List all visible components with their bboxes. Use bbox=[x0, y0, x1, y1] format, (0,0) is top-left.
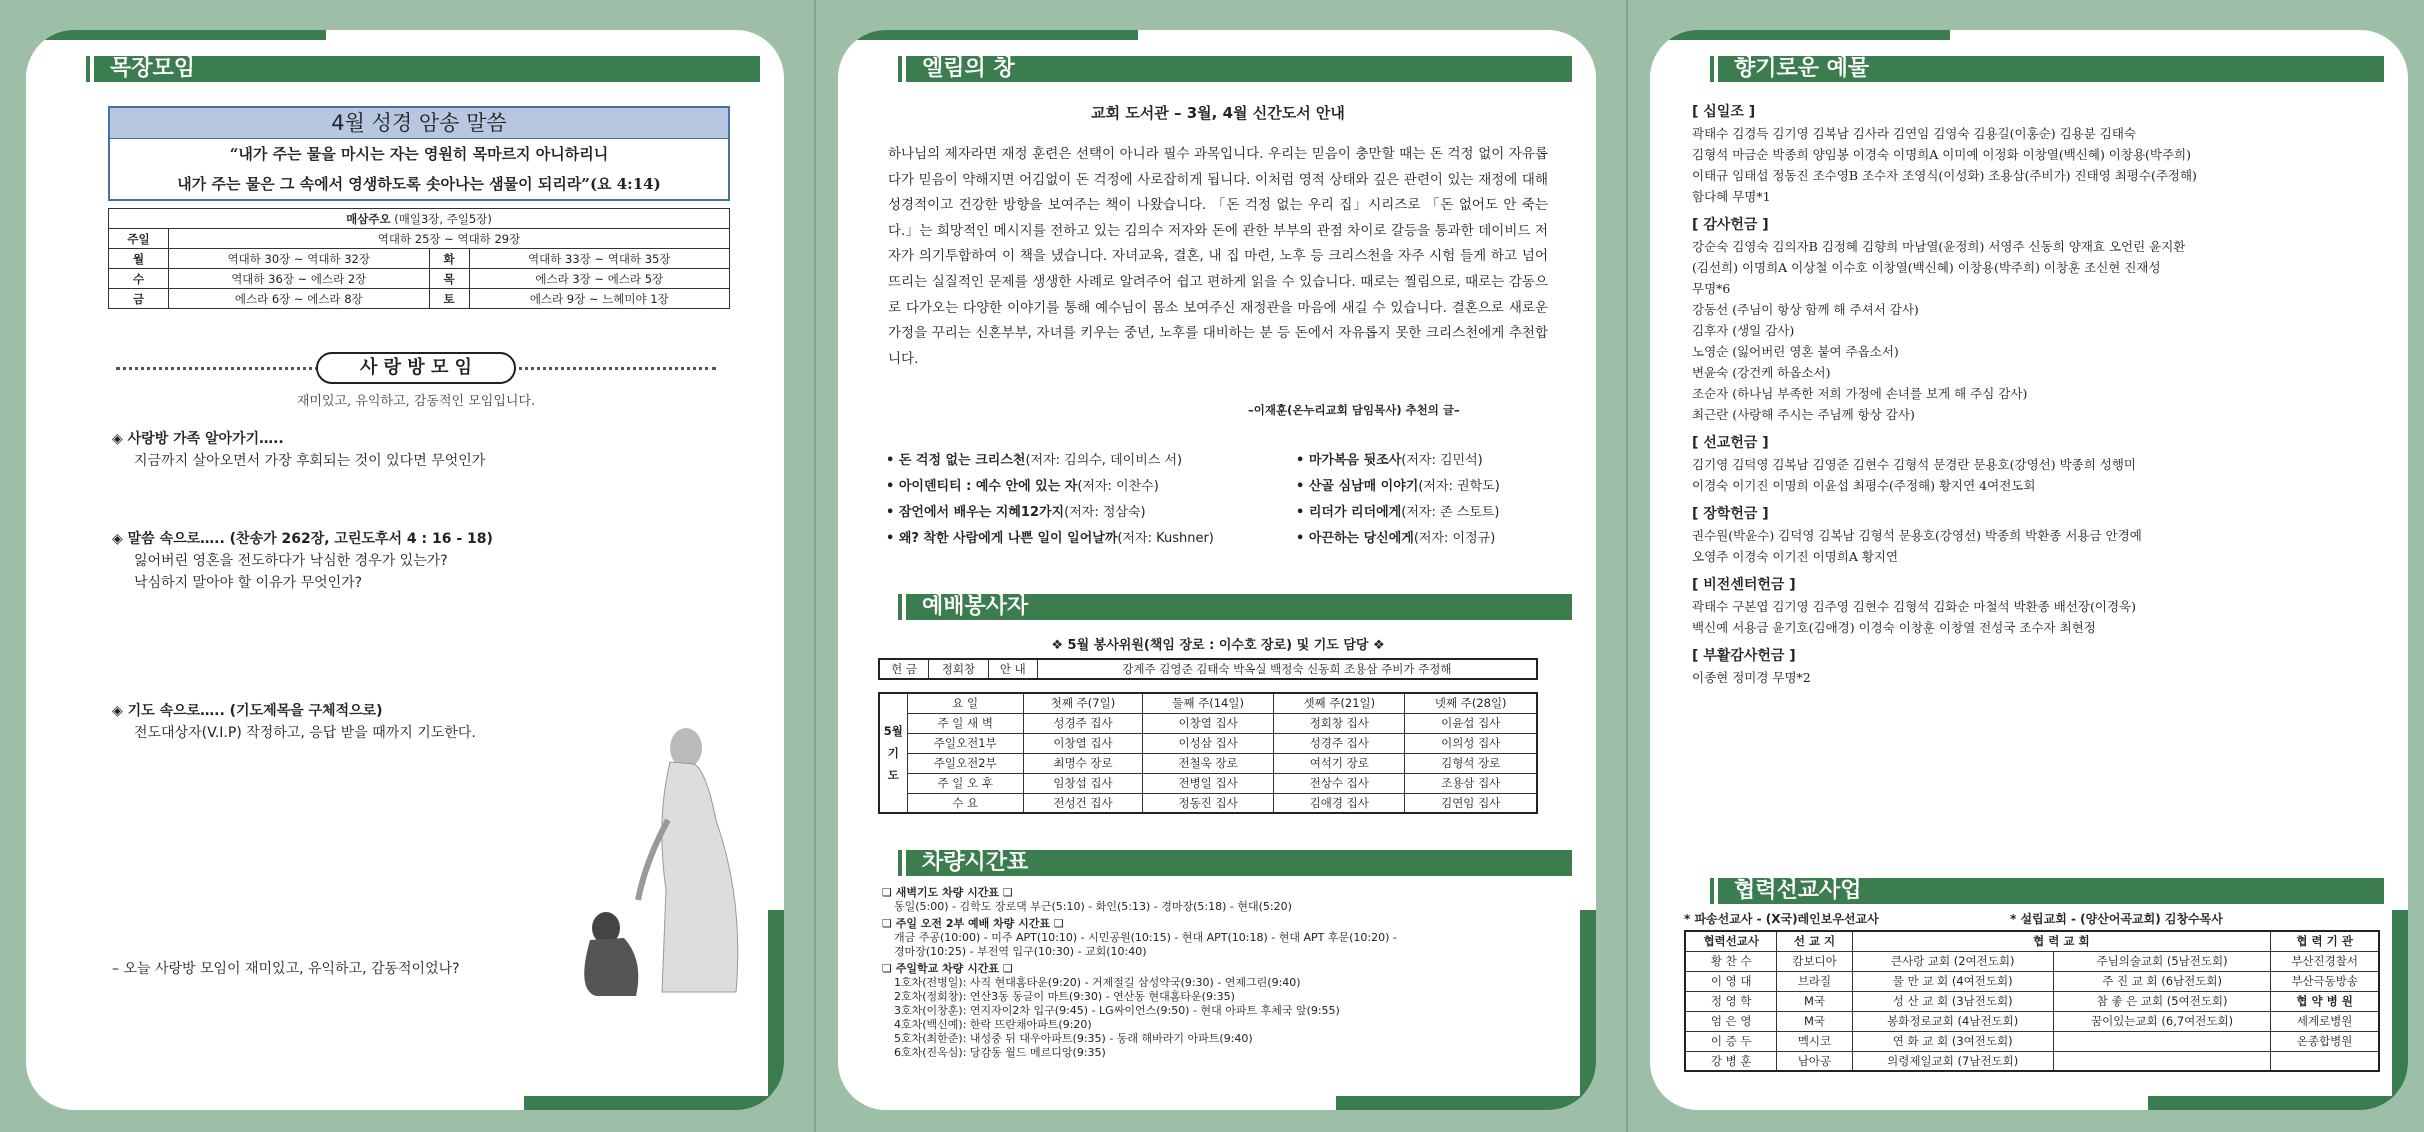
decoration-right bbox=[1580, 910, 1596, 1110]
question-text: 지금까지 살아오면서 가장 후회되는 것이 있다면 무엇인가 bbox=[134, 453, 486, 469]
mission-title: 협력선교사업 bbox=[1718, 878, 2384, 904]
offering-section: [ 선교헌금 ] 김기영 김덕영 김복남 김영준 김현수 김형석 문경란 문용호(강영선) 박종희 성행미 이경숙 이기진 이명희 이윤섭 최평수(주정해) 황지연 4여전도회 bbox=[1692, 435, 2136, 493]
book-list bbox=[886, 448, 1556, 552]
offering-table bbox=[878, 658, 1538, 680]
offering-section: [ 장학헌금 ] 권수원(박윤수) 김덕영 김복남 김형석 문용호(강영선) 박종희 박환종 서용금 안경예 오영주 이경숙 이기진 이명희A 황지연 bbox=[1692, 506, 2142, 564]
day-label: 화 bbox=[429, 249, 469, 269]
book-item: • 왜? 착한 사람에게 나쁜 일이 일어날까(저자: Kushner) bbox=[886, 531, 1214, 546]
book-item: • 잠언에서 배우는 지혜12가지(저자: 정삼숙) bbox=[886, 505, 1146, 520]
bus-line: 2호차(정회창): 연산3동 동글이 마트(9:30) - 연산동 현대홈타운(9:35) bbox=[894, 990, 1235, 1003]
verse-line-2: 내가 주는 물은 그 속에서 영생하도록 솟아나는 샘물이 되리라”(요 4:14) bbox=[177, 175, 661, 193]
sarangbang-subtitle: 재미있고, 유익하고, 감동적인 모임입니다. bbox=[296, 394, 536, 409]
worship-title: 예배봉사자 bbox=[906, 594, 1572, 620]
bus-line: 경마장(10:25) - 부전역 입구(10:30) - 교회(10:40) bbox=[894, 945, 1147, 958]
offering-section: [ 비전센터헌금 ] 곽태수 구본엽 김기영 김주영 김현수 김형석 김화순 마철석 박환종 배선장(이경욱) 백신예 서용금 윤기호(김애경) 이경숙 이창훈 이창열 전성국 조수자 최현정 bbox=[1692, 577, 2136, 635]
prayer-table bbox=[878, 692, 1538, 814]
section-title: 향기로운 예물 bbox=[1718, 56, 2384, 82]
question-1 bbox=[112, 428, 752, 472]
mission-row: 황 찬 수 캄보디아 큰사랑 교회 (2여전도회) 주님의술교회 (5남전도회) 부산진경찰서 bbox=[1685, 951, 2379, 971]
panel-elim bbox=[838, 30, 1596, 1110]
bus-line: 6호차(진옥심): 당감동 월드 메르디앙(9:35) bbox=[894, 1046, 1106, 1059]
section-title: 목장모임 bbox=[94, 56, 760, 82]
worship-subtitle: ❖ 5월 봉사위원(책임 장로 : 이수호 장로) 및 기도 담당 ❖ bbox=[1051, 638, 1385, 653]
bus-section-title: ❏ 주일 오전 2부 예배 차량 시간표 ❏ bbox=[882, 917, 1064, 930]
sunday-reading: 역대하 25장 ~ 역대하 29장 bbox=[169, 229, 730, 249]
offering-sections bbox=[1692, 102, 2392, 688]
mission-row: 정 영 학 M국 성 산 교 회 (3남전도회) 참 좋 은 교회 (5여전도회) 협 약 병 원 bbox=[1685, 991, 2379, 1011]
decoration-bottom bbox=[1336, 1096, 1596, 1110]
question-text: 잃어버린 영혼을 전도하다가 낙심한 경우가 있는가? bbox=[134, 553, 448, 569]
day-reading: 역대하 33장 ~ 역대하 35장 bbox=[469, 249, 730, 269]
closing-question: – 오늘 사랑방 모임이 재미있고, 유익하고, 감동적이었나? bbox=[112, 961, 460, 977]
offering-name: 정회창 bbox=[929, 659, 989, 679]
book-item: • 산골 심남매 이야기(저자: 권학도) bbox=[1296, 479, 1500, 494]
decoration-right bbox=[768, 910, 784, 1110]
bus-schedule bbox=[882, 886, 1562, 1060]
mission-row: 엄 은 영 M국 봉화정로교회 (4남전도회) 꿈이있는교회 (6,7여전도회) 세계로병원 bbox=[1685, 1011, 2379, 1031]
book-item: • 아끈하는 당신에게(저자: 이정규) bbox=[1296, 531, 1496, 546]
decoration-top bbox=[838, 30, 1138, 40]
bus-section-title: ❏ 주일학교 차량 시간표 ❏ bbox=[882, 962, 1013, 975]
bus-title: 차량시간표 bbox=[906, 850, 1572, 876]
decoration-top bbox=[1650, 30, 1950, 40]
day-label: 월 bbox=[109, 249, 169, 269]
day-label: 금 bbox=[109, 289, 169, 309]
verse-line-1: “내가 주는 물을 마시는 자는 영원히 목마르지 아니하리니 bbox=[229, 145, 609, 163]
bus-section-title: ❏ 새벽기도 차량 시간표 ❏ bbox=[882, 886, 1013, 899]
prayer-row: 수 요 전성건 집사 정동진 집사 김애경 집사 김연임 집사 bbox=[879, 793, 1537, 813]
day-reading: 에스라 6장 ~ 에스라 8장 bbox=[169, 289, 430, 309]
offering-section: [ 십일조 ] 곽태수 김경득 김기영 김복남 김사라 김연임 김영숙 김용길(이홍순) 김용분 김태숙 김형석 마금순 박종희 양임봉 이경숙 이명희A 이미예 이정화 이창열(백신혜) 이창용(박주희) 이태규 임태섭 정동진 조수영B 조수자 조영식(이성화) 조용삼(주비가) 진태영 최평수(주정해) 함다혜 무명*1 bbox=[1692, 104, 2197, 204]
prayer-side-label: 5월기도 bbox=[879, 693, 907, 813]
day-reading: 역대하 30장 ~ 역대하 32장 bbox=[169, 249, 430, 269]
question-text: 전도대상자(V.I.P) 작정하고, 응답 받을 때까지 기도한다. bbox=[134, 725, 476, 741]
verse-heading: 4월 성경 암송 말씀 bbox=[110, 108, 728, 139]
prayer-row: 주일오전2부 최명수 장로 전철욱 장로 여석기 장로 김형석 장로 bbox=[879, 753, 1537, 773]
bus-line: 4호차(백신예): 한락 뜨란채아파트(9:20) bbox=[894, 1018, 1092, 1031]
mission-header: 협 력 기 관 bbox=[2271, 931, 2379, 951]
book-item: • 리더가 리더에게(저자: 존 스토트) bbox=[1296, 505, 1500, 520]
decoration-bottom bbox=[2148, 1096, 2408, 1110]
panel-offerings bbox=[1650, 30, 2408, 1110]
mission-header: 협 력 교 회 bbox=[1852, 931, 2271, 951]
sarangbang-title: 사 랑 방 모 임 bbox=[316, 352, 516, 384]
day-label: 수 bbox=[109, 269, 169, 289]
offering-section: [ 감사헌금 ] 강순숙 김영숙 김의자B 김정혜 김향희 마남열(윤정희) 서영주 신동희 양재효 오언린 윤지환 (김선희) 이명희A 이상철 이수호 이창열(백신혜) 이창용(박주희) 이창훈 조신현 진재성 무명*6 강동선 (주님이 항상 함께 해 주셔서 감사) 김후자 (생일 감사) 노영순 (잃어버린 영혼 붙여 주옵소서) 변윤숙 (강건케 하옵소서) 조순자 (하나님 부족한 저희 가정에 손녀를 보게 해 주심 감사) 최근란 (사랑해 주시는 주님께 항상 감사) bbox=[1692, 217, 2186, 422]
jesus-illustration bbox=[566, 700, 756, 1000]
question-title: ◈ 사랑방 가족 알아가기….. bbox=[112, 431, 284, 447]
question-title: ◈ 기도 속으로….. (기도제목을 구체적으로) bbox=[112, 703, 383, 719]
day-label: 토 bbox=[429, 289, 469, 309]
mission-row: 강 병 훈 남아공 의령제일교회 (7남전도회) bbox=[1685, 1051, 2379, 1071]
mission-planted: * 설립교회 - (양산어곡교회) 김창수목사 bbox=[2010, 912, 2223, 926]
panel-mokjang bbox=[26, 30, 784, 1110]
sunday-label: 주일 bbox=[109, 229, 169, 249]
library-title: 교회 도서관 – 3월, 4월 신간도서 안내 bbox=[1091, 104, 1345, 122]
book-item: • 마가복음 뒷조사(저자: 김민석) bbox=[1296, 453, 1483, 468]
mission-header: 선 교 지 bbox=[1777, 931, 1852, 951]
verse-box bbox=[108, 106, 730, 201]
book-item: • 돈 걱정 없는 크리스천(저자: 김의수, 데이비스 서) bbox=[886, 453, 1183, 468]
bus-line: 개금 주공(10:00) - 미주 APT(10:10) - 시민공원(10:15) - 현대 APT(10:18) - 현대 APT 후문(10:20) - bbox=[894, 931, 1397, 944]
mission-row: 이 영 대 브라질 물 만 교 회 (4여전도회) 주 진 교 회 (6남전도회) 부산극동방송 bbox=[1685, 971, 2379, 991]
day-label: 목 bbox=[429, 269, 469, 289]
bus-line: 1호차(전병일): 사직 현대홈타운(9:20) - 거제절길 삼성약국(9:30) - 연제그린(9:40) bbox=[894, 976, 1301, 989]
mission-sent: * 파송선교사 - (X국)레인보우선교사 bbox=[1684, 912, 1879, 926]
day-reading: 에스라 9장 ~ 느헤미야 1장 bbox=[469, 289, 730, 309]
mission-table bbox=[1684, 930, 2380, 1072]
bus-line: 3호차(이창훈): 연지자이2차 입구(9:45) - LG싸이언스(9:50) - 현대 아파트 후체국 앞(9:55) bbox=[894, 1004, 1340, 1017]
mission-header: 협력선교사 bbox=[1685, 931, 1777, 951]
prayer-header: 둘째 주(14일) bbox=[1143, 693, 1274, 713]
reading-title: 매삼주오 (매일3장, 주일5장) bbox=[109, 209, 730, 229]
prayer-header: 첫째 주(7일) bbox=[1023, 693, 1142, 713]
prayer-row: 주일오전1부 이창열 집사 이성삼 집사 성경주 집사 이의성 집사 bbox=[879, 733, 1537, 753]
library-paragraph: 하나님의 제자라면 재정 훈련은 선택이 아니라 필수 과목입니다. 우리는 믿음이 충만할 때는 돈 걱정 없이 자유롭다가 믿음이 약해지면 어김없이 돈 걱정에 사로잡히게 됩니다. 이처럼 영적 상태와 깊은 관련이 있는 재정에 대해 성경적이고 건강한 방향을 보여주는 책이 나왔습니다. 「돈 걱정 없는 우리 집」시리즈로 「돈 없어도 안 죽는다.」는 희망적인 메시지를 전하고 있는 김의수 저자와 돈에 관한 부부의 관점 차이로 갈등을 통과한 데이비드 저자가 의기투합하여 이 책을 냈습니다. 자녀교육, 결혼, 내 집 마련, 노후 등 크리스천을 자주 시험 들게 하고 넘어뜨리는 실질적인 문제를 생생한 사례로 알려주어 쉽고 편하게 읽을 수 있습니다. 때로는 찔림으로, 때로는 감동으로 다가오는 다양한 이야기를 통해 예수님이 몸소 보여주신 재정관을 마음에 새길 수 있습니다. 결혼으로 새로운 가정을 꾸리는 신혼부부, 자녀를 키우는 중년, 노후를 대비하는 분 등 돈에서 자유롭지 못한 크리스천에게 추천합니다. bbox=[888, 146, 1548, 367]
prayer-row: 주 일 오 후 임창섭 집사 전병일 집사 전상수 집사 조용삼 집사 bbox=[879, 773, 1537, 793]
decoration-bottom bbox=[524, 1096, 784, 1110]
recommender: –이재훈(온누리교회 담임목사) 추천의 글– bbox=[1248, 403, 1460, 417]
prayer-header: 넷째 주(28일) bbox=[1405, 693, 1537, 713]
book-item: • 아이덴티티 : 예수 안에 있는 자(저자: 이찬수) bbox=[886, 479, 1159, 494]
guide-label: 안 내 bbox=[988, 659, 1037, 679]
bus-line: 5호차(최한준): 내성중 뒤 대우아파트(9:35) - 동래 해바라기 아파트(9:40) bbox=[894, 1032, 1253, 1045]
guide-names: 강계주 김영준 김태숙 박옥실 백정숙 신동희 조용삼 주비가 주정해 bbox=[1037, 659, 1537, 679]
decoration-right bbox=[2392, 910, 2408, 1110]
day-reading: 역대하 36장 ~ 에스라 2장 bbox=[169, 269, 430, 289]
question-title: ◈ 말씀 속으로….. (찬송가 262장, 고린도후서 4 : 16 - 18) bbox=[112, 531, 493, 547]
question-text: 낙심하지 말아야 할 이유가 무엇인가? bbox=[134, 575, 363, 591]
decoration-top bbox=[26, 30, 326, 40]
question-2 bbox=[112, 528, 752, 594]
offering-label: 헌 금 bbox=[879, 659, 929, 679]
mission-row: 이 증 두 멕시코 연 화 교 회 (3여전도회) 온종합병원 bbox=[1685, 1031, 2379, 1051]
day-reading: 에스라 3장 ~ 에스라 5장 bbox=[469, 269, 730, 289]
bus-line: 동일(5:00) - 김학도 장로댁 부근(5:10) - 화인(5:13) - 경마장(5:18) - 현대(5:20) bbox=[894, 900, 1292, 913]
prayer-row: 주 일 새 벽 성경주 집사 이창열 집사 정회창 집사 이윤섭 집사 bbox=[879, 713, 1537, 733]
reading-table bbox=[108, 208, 730, 309]
offering-section: [ 부활감사헌금 ] 이종현 정미경 무명*2 bbox=[1692, 648, 1811, 685]
prayer-header: 셋째 주(21일) bbox=[1274, 693, 1405, 713]
section-title: 엘림의 창 bbox=[906, 56, 1572, 82]
prayer-header: 요 일 bbox=[907, 693, 1023, 713]
